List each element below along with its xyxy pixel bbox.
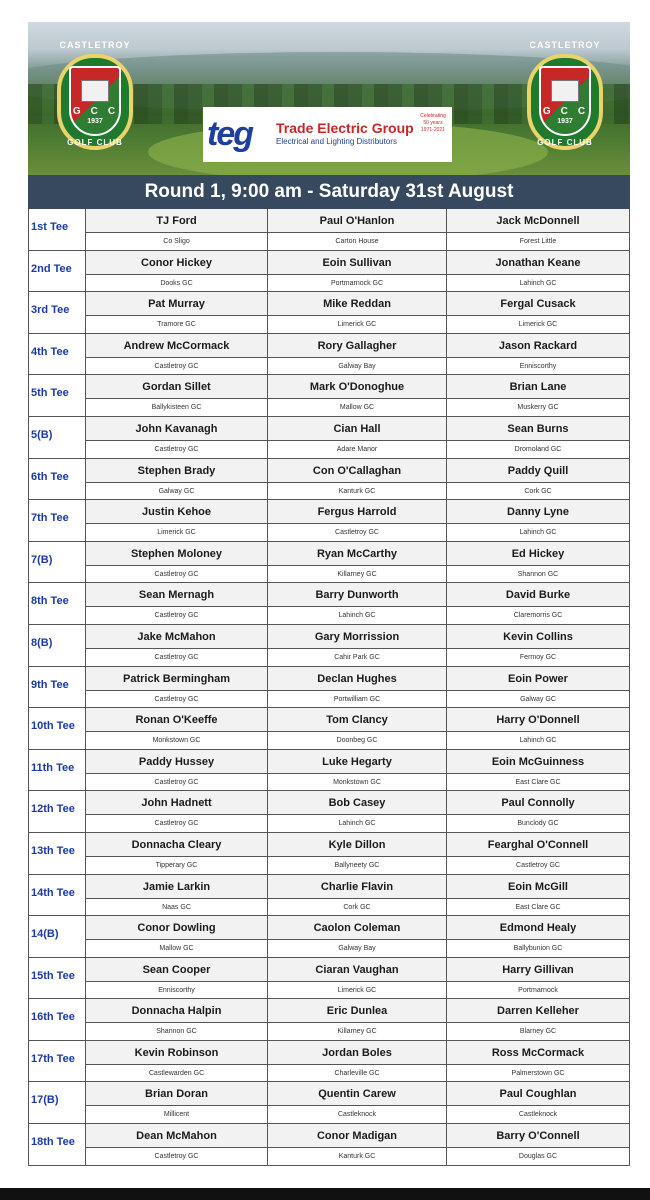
player-cell xyxy=(447,750,630,791)
player-cell xyxy=(86,542,268,583)
player-club: Castletroy GC xyxy=(154,445,199,453)
player-name: Edmond Healy xyxy=(499,922,577,935)
tee-cell xyxy=(28,583,86,624)
player-club: Castletroy GC xyxy=(154,570,199,578)
tee-label: 13th Tee xyxy=(31,844,75,857)
player-cell xyxy=(86,292,268,333)
castle-icon xyxy=(551,80,579,102)
player-club: Tramore GC xyxy=(157,321,196,329)
table-row xyxy=(28,958,630,1000)
player-club: Castletroy GC xyxy=(516,861,560,869)
player-cell xyxy=(86,667,268,708)
player-club: Shannon GC xyxy=(517,570,559,578)
player-cell xyxy=(86,875,268,916)
player-cell xyxy=(86,999,268,1040)
player-cell xyxy=(447,625,630,666)
player-cell xyxy=(86,583,268,624)
player-name: Luke Hegarty xyxy=(322,755,392,768)
player-cell xyxy=(447,1041,630,1082)
table-row xyxy=(28,1124,630,1166)
tee-cell xyxy=(28,1124,86,1165)
player-club: Galway Bay xyxy=(338,362,376,370)
player-name: Con O'Callaghan xyxy=(312,464,402,477)
player-club: Naas GC xyxy=(162,903,191,911)
player-cell xyxy=(86,417,268,458)
tee-label: 7(B) xyxy=(31,553,53,566)
player-cell xyxy=(268,1082,447,1123)
player-club: Dromoland GC xyxy=(514,445,562,453)
player-name: Sean Burns xyxy=(507,422,569,435)
player-name: Jake McMahon xyxy=(137,630,216,643)
tee-cell xyxy=(28,875,86,916)
player-cell xyxy=(268,1041,447,1082)
player-name: Paul O'Hanlon xyxy=(319,215,395,227)
player-club: Portmarnock xyxy=(518,986,558,994)
player-club: Charleville GC xyxy=(334,1069,380,1077)
player-name: Jamie Larkin xyxy=(142,880,211,893)
player-name: Gordan Sillet xyxy=(142,381,211,394)
player-name: Fergus Harrold xyxy=(317,506,397,519)
club-crest-right: CASTLETROY GCC 1937 GOLF CLUB xyxy=(525,40,605,150)
player-club: Monkstown GC xyxy=(152,737,201,745)
table-row xyxy=(28,459,630,501)
player-name: David Burke xyxy=(505,589,571,602)
table-row xyxy=(28,251,630,293)
player-club: Co Sligo xyxy=(163,238,190,245)
player-club: Ballykisteen GC xyxy=(151,404,202,412)
player-cell xyxy=(447,334,630,375)
player-cell xyxy=(447,251,630,292)
player-name: TJ Ford xyxy=(156,215,197,227)
tee-label: 10th Tee xyxy=(31,720,75,733)
player-cell xyxy=(86,1041,268,1082)
player-cell xyxy=(268,417,447,458)
player-club: Limerick GC xyxy=(518,321,558,329)
player-cell xyxy=(86,750,268,791)
player-name: Kevin Collins xyxy=(503,630,573,643)
player-cell xyxy=(268,459,447,500)
player-cell xyxy=(86,251,268,292)
tee-label: 11th Tee xyxy=(31,761,75,774)
player-name: Jason Rackard xyxy=(498,339,578,352)
player-cell xyxy=(447,999,630,1040)
tee-label: 1st Tee xyxy=(31,221,69,233)
player-club: Lahinch GC xyxy=(519,737,557,745)
tee-cell xyxy=(28,833,86,874)
player-cell xyxy=(268,500,447,541)
table-row xyxy=(28,625,630,667)
player-name: Dean McMahon xyxy=(136,1130,217,1143)
player-cell xyxy=(268,375,447,416)
player-name: Ryan McCarthy xyxy=(316,547,398,560)
table-row xyxy=(28,999,630,1041)
table-row xyxy=(28,375,630,417)
anniversary-badge: Celebrating 50 years 1971-2021 xyxy=(420,113,446,133)
player-club: Limerick GC xyxy=(157,529,196,537)
player-name: Bob Casey xyxy=(328,797,386,810)
player-cell xyxy=(268,1124,447,1165)
player-cell xyxy=(268,667,447,708)
player-cell xyxy=(268,875,447,916)
player-name: John Hadnett xyxy=(141,797,212,810)
player-club: Cork GC xyxy=(524,487,552,495)
tee-label: 2nd Tee xyxy=(31,262,72,275)
player-club: Castleknock xyxy=(337,1111,377,1119)
player-club: Shannon GC xyxy=(156,1028,197,1036)
player-club: Castletroy GC xyxy=(335,529,379,537)
table-row xyxy=(28,542,630,584)
player-name: Fergal Cusack xyxy=(500,298,576,311)
player-club: Lahinch GC xyxy=(338,612,376,620)
tee-label: 4th Tee xyxy=(31,345,69,358)
player-name: Darren Kelleher xyxy=(497,1005,579,1018)
player-name: Paddy Quill xyxy=(507,464,569,477)
player-cell xyxy=(447,1082,630,1123)
footer-bar xyxy=(0,1188,650,1200)
player-cell xyxy=(447,459,630,500)
player-name: Eoin Power xyxy=(508,672,568,685)
player-cell xyxy=(86,1082,268,1123)
player-cell xyxy=(447,209,630,250)
player-name: Charlie Flavin xyxy=(320,880,394,893)
player-club: Kanturk GC xyxy=(338,1153,376,1161)
sponsor-name: Trade Electric Group xyxy=(276,120,414,136)
player-name: Donnacha Cleary xyxy=(131,838,222,851)
tee-cell xyxy=(28,1041,86,1082)
player-cell xyxy=(268,251,447,292)
table-row xyxy=(28,875,630,917)
player-name: Kyle Dillon xyxy=(328,838,386,851)
player-club: Enniscorthy xyxy=(158,986,195,994)
player-cell xyxy=(268,916,447,957)
player-club: Blarney GC xyxy=(519,1028,557,1036)
player-name: Mark O'Donoghue xyxy=(309,381,405,394)
table-row xyxy=(28,500,630,542)
tee-label: 8th Tee xyxy=(31,595,69,608)
tee-cell xyxy=(28,625,86,666)
player-name: Conor Dowling xyxy=(137,922,216,935)
player-cell xyxy=(447,292,630,333)
player-club: Ballyneety GC xyxy=(334,861,380,869)
player-club: Castletroy GC xyxy=(154,695,199,703)
player-club: Castletroy GC xyxy=(154,1153,199,1161)
tee-cell xyxy=(28,1082,86,1123)
tee-cell xyxy=(28,500,86,541)
tee-label: 17th Tee xyxy=(31,1052,75,1065)
player-club: Killarney GC xyxy=(337,1028,377,1036)
table-row xyxy=(28,1082,630,1124)
player-cell xyxy=(86,708,268,749)
player-club: Castlewarden GC xyxy=(148,1069,205,1077)
player-club: Monkstown GC xyxy=(333,778,381,786)
player-name: Conor Hickey xyxy=(141,256,212,269)
player-club: Castletroy GC xyxy=(154,362,199,370)
player-club: Portwilliam GC xyxy=(333,695,381,703)
player-name: Paul Connolly xyxy=(501,797,575,810)
player-name: Paddy Hussey xyxy=(138,755,215,768)
table-row xyxy=(28,334,630,376)
player-name: Eric Dunlea xyxy=(326,1005,388,1018)
player-name: Brian Doran xyxy=(145,1088,208,1101)
player-name: Danny Lyne xyxy=(507,506,569,519)
table-row xyxy=(28,667,630,709)
tee-cell xyxy=(28,916,86,957)
player-name: Sean Cooper xyxy=(142,963,211,976)
sponsor-logo: teg xyxy=(207,115,252,153)
tee-label: 5(B) xyxy=(31,428,53,441)
player-name: Conor Madigan xyxy=(316,1130,398,1143)
tee-cell xyxy=(28,542,86,583)
tee-cell xyxy=(28,209,86,250)
player-club: Castleknock xyxy=(518,1111,558,1119)
tee-label: 12th Tee xyxy=(31,803,75,816)
player-cell xyxy=(447,542,630,583)
tee-cell xyxy=(28,292,86,333)
player-cell xyxy=(268,334,447,375)
castle-icon xyxy=(81,80,109,102)
table-row xyxy=(28,708,630,750)
player-name: Ed Hickey xyxy=(511,547,565,560)
player-name: Caolon Coleman xyxy=(313,922,401,935)
player-name: Fearghal O'Connell xyxy=(487,838,589,851)
player-name: Jordan Boles xyxy=(322,1046,392,1059)
player-club: Claremorris GC xyxy=(513,612,563,620)
player-name: Pat Murray xyxy=(148,298,205,311)
player-name: Tom Clancy xyxy=(326,714,388,727)
tee-label: 15th Tee xyxy=(31,969,75,982)
player-cell xyxy=(447,500,630,541)
player-name: Eoin McGill xyxy=(508,880,568,893)
tee-cell xyxy=(28,791,86,832)
player-cell xyxy=(86,209,268,250)
player-club: Lahinch GC xyxy=(338,820,376,828)
table-row xyxy=(28,750,630,792)
player-cell xyxy=(447,833,630,874)
player-name: Quentin Carew xyxy=(318,1088,396,1101)
player-name: Sean Mernagh xyxy=(138,589,215,602)
player-cell xyxy=(86,375,268,416)
table-row xyxy=(28,417,630,459)
player-club: Castletroy GC xyxy=(154,820,199,828)
player-cell xyxy=(268,833,447,874)
player-club: Cork GC xyxy=(343,903,371,911)
player-club: Galway GC xyxy=(520,695,556,703)
player-name: Rory Gallagher xyxy=(317,339,397,352)
table-row xyxy=(28,791,630,833)
player-name: Ciaran Vaughan xyxy=(315,963,399,976)
player-name: Ross McCormack xyxy=(491,1046,585,1059)
player-cell xyxy=(86,459,268,500)
player-cell xyxy=(447,708,630,749)
table-row xyxy=(28,209,630,251)
player-name: Barry Dunworth xyxy=(315,589,399,602)
player-club: Bunclody GC xyxy=(517,820,559,828)
tee-cell xyxy=(28,417,86,458)
player-club: Killarney GC xyxy=(337,570,377,578)
player-name: Stephen Brady xyxy=(137,464,216,477)
player-name: Eoin McGuinness xyxy=(491,755,585,768)
tee-label: 8(B) xyxy=(31,636,53,649)
player-cell xyxy=(447,417,630,458)
table-row xyxy=(28,916,630,958)
tee-cell xyxy=(28,251,86,292)
player-club: Palmerstown GC xyxy=(511,1069,565,1077)
player-club: Galway GC xyxy=(158,487,195,495)
player-cell xyxy=(86,791,268,832)
tee-cell xyxy=(28,667,86,708)
player-club: Muskerry GC xyxy=(517,404,559,412)
tee-cell xyxy=(28,459,86,500)
player-club: Portmarnock GC xyxy=(330,279,384,287)
player-cell xyxy=(268,750,447,791)
player-club: Mallow GC xyxy=(159,945,194,953)
tee-label: 16th Tee xyxy=(31,1011,75,1024)
player-cell xyxy=(86,625,268,666)
player-cell xyxy=(86,1124,268,1165)
player-cell xyxy=(268,583,447,624)
player-cell xyxy=(86,958,268,999)
player-club: Douglas GC xyxy=(518,1153,558,1161)
player-club: East Clare GC xyxy=(515,903,561,911)
table-row xyxy=(28,583,630,625)
table-row xyxy=(28,833,630,875)
player-club: Doonbeg GC xyxy=(336,737,378,745)
tee-label: 6th Tee xyxy=(31,470,69,483)
player-cell xyxy=(268,999,447,1040)
player-cell xyxy=(86,833,268,874)
player-cell xyxy=(447,667,630,708)
tee-label: 14(B) xyxy=(31,928,59,941)
player-club: Limerick GC xyxy=(337,986,377,994)
tee-label: 14th Tee xyxy=(31,886,75,899)
tee-cell xyxy=(28,375,86,416)
player-name: Donnacha Halpin xyxy=(131,1005,222,1018)
player-name: Gary Morrission xyxy=(314,630,400,643)
player-name: Patrick Bermingham xyxy=(123,672,230,685)
player-cell xyxy=(86,500,268,541)
player-cell xyxy=(268,209,447,250)
player-name: Andrew McCormack xyxy=(123,339,230,352)
player-name: Jack McDonnell xyxy=(496,215,580,227)
player-club: Fermoy GC xyxy=(519,653,557,661)
table-row xyxy=(28,1041,630,1083)
player-club: Lahinch GC xyxy=(519,279,557,287)
tee-label: 17(B) xyxy=(31,1094,59,1107)
player-club: Castletroy GC xyxy=(154,778,199,786)
player-cell xyxy=(447,583,630,624)
player-name: Harry O'Donnell xyxy=(496,714,580,727)
tee-times-table xyxy=(28,209,630,1166)
tee-label: 7th Tee xyxy=(31,512,69,525)
player-name: Kevin Robinson xyxy=(134,1046,219,1059)
player-cell xyxy=(447,958,630,999)
club-crest-left: CASTLETROY GCC 1937 GOLF CLUB xyxy=(55,40,135,150)
player-club: Dooks GC xyxy=(160,279,193,287)
player-club: Limerick GC xyxy=(337,321,377,329)
player-name: Eoin Sullivan xyxy=(322,256,392,269)
sponsor-tagline: Electrical and Lighting Distributors xyxy=(276,137,397,146)
player-club: Castletroy GC xyxy=(154,653,199,661)
player-name: Paul Coughlan xyxy=(499,1088,577,1101)
tee-cell xyxy=(28,708,86,749)
player-cell xyxy=(268,791,447,832)
player-name: Stephen Moloney xyxy=(130,547,223,560)
player-cell xyxy=(86,334,268,375)
player-club: Cahir Park GC xyxy=(334,653,380,661)
player-cell xyxy=(447,1124,630,1165)
player-cell xyxy=(447,875,630,916)
tee-label: 9th Tee xyxy=(31,678,69,691)
player-name: John Kavanagh xyxy=(135,422,218,435)
tee-cell xyxy=(28,750,86,791)
player-cell xyxy=(268,625,447,666)
sponsor-logo-box xyxy=(203,107,452,162)
player-cell xyxy=(268,292,447,333)
tee-cell xyxy=(28,999,86,1040)
tee-label: 3rd Tee xyxy=(31,304,70,317)
player-cell xyxy=(86,916,268,957)
player-club: Lahinch GC xyxy=(519,529,557,537)
player-club: Millicent xyxy=(163,1111,190,1119)
player-club: Mallow GC xyxy=(339,404,375,412)
player-club: Galway Bay xyxy=(338,945,376,953)
player-cell xyxy=(447,375,630,416)
player-club: Enniscorthy xyxy=(519,362,557,370)
player-name: Ronan O'Keeffe xyxy=(135,714,218,727)
player-cell xyxy=(268,708,447,749)
tee-label: 5th Tee xyxy=(31,387,69,400)
player-cell xyxy=(268,958,447,999)
player-name: Justin Kehoe xyxy=(141,506,212,519)
player-club: Tipperary GC xyxy=(155,861,198,869)
player-club: East Clare GC xyxy=(515,778,561,786)
player-club: Kanturk GC xyxy=(338,487,376,495)
tee-cell xyxy=(28,958,86,999)
round-title: Round 1, 9:00 am - Saturday 31st August xyxy=(28,175,630,209)
player-name: Mike Reddan xyxy=(323,298,391,311)
player-name: Declan Hughes xyxy=(317,672,397,685)
player-name: Brian Lane xyxy=(509,381,567,394)
player-name: Barry O'Connell xyxy=(496,1130,580,1143)
player-name: Harry Gillivan xyxy=(502,963,574,976)
player-club: Carton House xyxy=(335,238,379,245)
player-club: Castletroy GC xyxy=(154,612,199,620)
player-cell xyxy=(447,791,630,832)
player-cell xyxy=(447,916,630,957)
player-name: Jonathan Keane xyxy=(495,256,581,269)
player-club: Ballybunion GC xyxy=(513,945,563,953)
player-club: Adare Manor xyxy=(336,445,378,453)
player-club: Forest Little xyxy=(519,238,557,245)
player-cell xyxy=(268,542,447,583)
tee-cell xyxy=(28,334,86,375)
player-name: Cian Hall xyxy=(333,422,381,435)
table-row xyxy=(28,292,630,334)
tee-label: 18th Tee xyxy=(31,1136,75,1149)
